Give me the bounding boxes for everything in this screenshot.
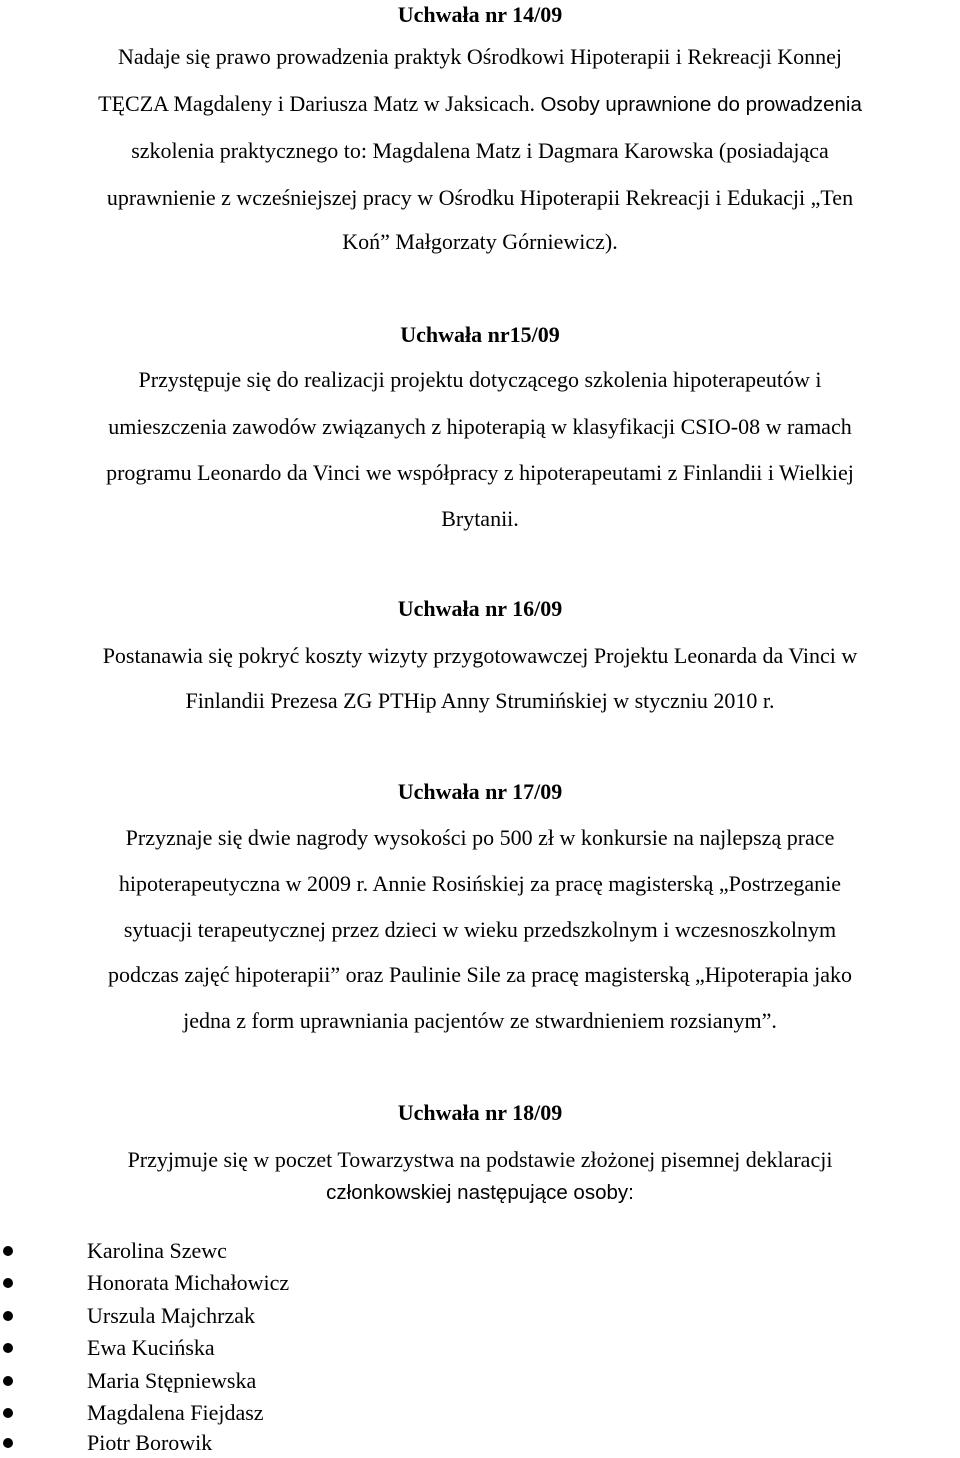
resolution-17-line-5: jedna z form uprawniania pacjentów ze stwardnieniem rozsianym”. <box>183 1008 777 1033</box>
bullet-icon <box>3 1246 13 1256</box>
resolution-15-line-1: Przystępuje się do realizacji projektu dotyczącego szkolenia hipoterapeutów i <box>138 367 822 392</box>
member-name: Piotr Borowik <box>87 1430 213 1455</box>
resolution-15-line-4: Brytanii. <box>441 506 519 531</box>
resolution-18-line-1: Przyjmuje się w poczet Towarzystwa na podstawie złożonej pisemnej deklaracji <box>127 1147 833 1172</box>
resolution-14-line-1: Nadaje się prawo prowadzenia praktyk Ośrodkowi Hipoterapii i Rekreacji Konnej <box>118 44 842 69</box>
list-item <box>0 1333 960 1363</box>
member-name: Maria Stępniewska <box>87 1368 257 1393</box>
resolution-16-title: Uchwała nr 16/09 <box>397 596 563 621</box>
list-item <box>0 1236 960 1266</box>
resolution-14-line-4: uprawnienie z wcześniejszej pracy w Ośrodku Hipoterapii Rekreacji i Edukacji „Ten <box>106 185 854 210</box>
resolution-17-line-2b: Annie Rosińskiej za pracę magisterską „Postrzeganie <box>372 871 842 896</box>
resolution-18-title: Uchwała nr 18/09 <box>397 1100 563 1125</box>
bullet-icon <box>3 1408 13 1418</box>
resolution-17-line-2a: hipoterapeutyczna w 2009 r. <box>118 871 369 896</box>
resolution-14-line-5: Koń” Małgorzaty Górniewicz). <box>342 229 618 254</box>
resolution-14-line-3: szkolenia praktycznego to: Magdalena Matz i Dagmara Karowska (posiadająca <box>131 138 829 163</box>
list-item <box>0 1428 960 1458</box>
bullet-icon <box>3 1278 13 1288</box>
resolution-14-line-2a: TĘCZA Magdaleny i Dariusza Matz w Jaksicach. <box>98 91 535 116</box>
resolution-14-title: Uchwała nr 14/09 <box>397 2 563 27</box>
resolution-15-line-2: umieszczenia zawodów związanych z hipoterapią w klasyfikacji CSIO-08 w ramach <box>108 414 852 439</box>
resolution-17-line-2-wrap <box>0 871 960 897</box>
resolution-17-line-1: Przyznaje się dwie nagrody wysokości po 500 zł w konkursie na najlepszą prace <box>125 825 835 850</box>
list-item <box>0 1398 960 1428</box>
member-name: Ewa Kucińska <box>87 1335 215 1360</box>
member-name: Urszula Majchrzak <box>87 1303 255 1328</box>
list-item <box>0 1268 960 1298</box>
bullet-icon <box>3 1438 13 1448</box>
bullet-icon <box>3 1343 13 1353</box>
resolution-14-line-2b: Osoby uprawnione do prowadzenia <box>540 93 862 116</box>
resolution-16-line-1: Postanawia się pokryć koszty wizyty przygotowawczej Projektu Leonarda da Vinci w <box>102 643 858 668</box>
bullet-icon <box>3 1311 13 1321</box>
resolution-16-line-2: Finlandii Prezesa ZG PTHip Anny Strumińskiej w styczniu 2010 r. <box>185 688 775 713</box>
member-name: Karolina Szewc <box>87 1238 227 1263</box>
resolution-14-line-2-wrap <box>0 91 960 118</box>
resolution-17-line-4: podczas zajęć hipoterapii” oraz Paulinie Sile za pracę magisterską „Hipoterapia jako <box>108 962 852 987</box>
member-name: Honorata Michałowicz <box>87 1270 290 1295</box>
list-item <box>0 1366 960 1396</box>
list-item <box>0 1301 960 1331</box>
bullet-icon <box>3 1376 13 1386</box>
resolution-17-line-3: sytuacji terapeutycznej przez dzieci w wieku przedszkolnym i wczesnoszkolnym <box>123 917 837 942</box>
member-name: Magdalena Fiejdasz <box>87 1400 264 1425</box>
resolution-15-title: Uchwała nr15/09 <box>400 322 560 347</box>
resolution-18-line-2: członkowskiej następujące osoby: <box>326 1181 634 1204</box>
resolution-15-line-3: programu Leonardo da Vinci we współpracy z hipoterapeutami z Finlandii i Wielkiej <box>106 460 854 485</box>
resolution-17-title: Uchwała nr 17/09 <box>397 779 563 804</box>
